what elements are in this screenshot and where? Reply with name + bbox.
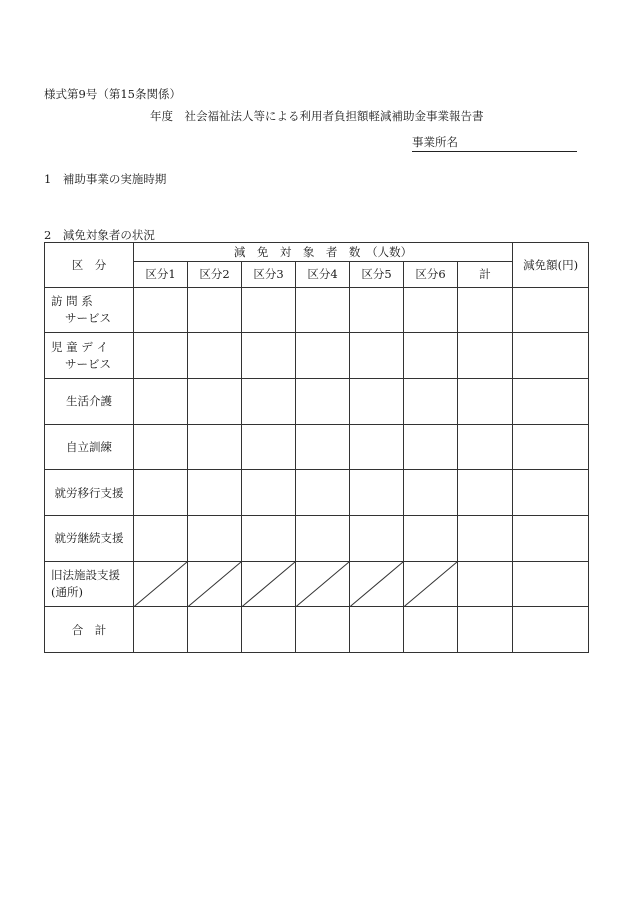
col-header: 区分5 bbox=[350, 262, 404, 287]
data-cell[interactable] bbox=[404, 424, 458, 470]
data-cell[interactable] bbox=[458, 333, 513, 379]
data-cell[interactable] bbox=[188, 607, 242, 653]
data-cell[interactable] bbox=[296, 378, 350, 424]
section-2-heading: 2 減免対象者の状況 bbox=[44, 228, 155, 242]
data-cell[interactable] bbox=[134, 378, 188, 424]
header-category: 区 分 bbox=[45, 243, 134, 288]
data-cell[interactable] bbox=[513, 515, 589, 561]
data-cell[interactable] bbox=[350, 333, 404, 379]
data-cell[interactable] bbox=[350, 424, 404, 470]
data-cell[interactable] bbox=[188, 470, 242, 516]
data-cell[interactable] bbox=[134, 470, 188, 516]
row-label: 旧法施設支援 (通所) bbox=[45, 561, 134, 607]
data-cell[interactable] bbox=[458, 607, 513, 653]
data-cell[interactable] bbox=[350, 287, 404, 333]
header-amount: 減免額(円) bbox=[513, 243, 589, 288]
data-cell[interactable] bbox=[513, 470, 589, 516]
data-cell[interactable] bbox=[350, 607, 404, 653]
data-cell[interactable] bbox=[134, 607, 188, 653]
header-group: 減 免 対 象 者 数 （人数） bbox=[134, 243, 513, 262]
data-cell[interactable] bbox=[242, 333, 296, 379]
data-cell[interactable] bbox=[296, 424, 350, 470]
section-1-heading: 1 補助事業の実施時期 bbox=[44, 172, 167, 186]
row-label: 訪 問 系 サービス bbox=[45, 287, 134, 333]
data-cell[interactable] bbox=[458, 470, 513, 516]
data-cell[interactable] bbox=[513, 287, 589, 333]
data-cell[interactable] bbox=[242, 424, 296, 470]
data-cell[interactable] bbox=[242, 287, 296, 333]
row-label: 自立訓練 bbox=[45, 424, 134, 470]
data-cell[interactable] bbox=[188, 378, 242, 424]
col-header: 区分1 bbox=[134, 262, 188, 287]
row-label: 就労継続支援 bbox=[45, 515, 134, 561]
row-label: 児 童 デ イ サービス bbox=[45, 333, 134, 379]
not-applicable-cell bbox=[404, 561, 458, 607]
data-cell[interactable] bbox=[458, 515, 513, 561]
data-cell[interactable] bbox=[513, 424, 589, 470]
data-cell[interactable] bbox=[404, 333, 458, 379]
data-cell[interactable] bbox=[188, 424, 242, 470]
data-cell[interactable] bbox=[350, 470, 404, 516]
row-label: 就労移行支援 bbox=[45, 470, 134, 516]
table-row bbox=[45, 515, 589, 561]
report-title: 年度 社会福祉法人等による利用者負担額軽減補助金事業報告書 bbox=[150, 109, 484, 123]
data-cell[interactable] bbox=[404, 607, 458, 653]
not-applicable-cell bbox=[188, 561, 242, 607]
data-cell[interactable] bbox=[513, 607, 589, 653]
office-name-field: 事業所名 bbox=[412, 134, 577, 152]
data-cell[interactable] bbox=[296, 287, 350, 333]
not-applicable-cell bbox=[296, 561, 350, 607]
data-cell[interactable] bbox=[188, 287, 242, 333]
col-header: 計 bbox=[458, 262, 513, 287]
data-cell[interactable] bbox=[296, 607, 350, 653]
data-cell[interactable] bbox=[404, 378, 458, 424]
data-cell[interactable] bbox=[513, 333, 589, 379]
data-cell[interactable] bbox=[513, 561, 589, 607]
data-cell[interactable] bbox=[350, 378, 404, 424]
data-cell[interactable] bbox=[242, 470, 296, 516]
data-cell[interactable] bbox=[296, 515, 350, 561]
col-header: 区分4 bbox=[296, 262, 350, 287]
not-applicable-cell bbox=[134, 561, 188, 607]
table-row bbox=[45, 561, 589, 607]
col-header: 区分3 bbox=[242, 262, 296, 287]
data-cell[interactable] bbox=[404, 515, 458, 561]
table-row bbox=[45, 333, 589, 379]
not-applicable-cell bbox=[350, 561, 404, 607]
data-cell[interactable] bbox=[513, 378, 589, 424]
data-cell[interactable] bbox=[134, 287, 188, 333]
data-cell[interactable] bbox=[458, 561, 513, 607]
reduction-table bbox=[44, 242, 589, 653]
data-cell[interactable] bbox=[404, 287, 458, 333]
data-cell[interactable] bbox=[242, 607, 296, 653]
col-header: 区分6 bbox=[404, 262, 458, 287]
col-header: 区分2 bbox=[188, 262, 242, 287]
table-row bbox=[45, 424, 589, 470]
data-cell[interactable] bbox=[458, 287, 513, 333]
table-row bbox=[45, 470, 589, 516]
not-applicable-cell bbox=[242, 561, 296, 607]
data-cell[interactable] bbox=[242, 515, 296, 561]
total-row bbox=[45, 607, 589, 653]
data-cell[interactable] bbox=[404, 470, 458, 516]
data-cell[interactable] bbox=[134, 515, 188, 561]
data-cell[interactable] bbox=[296, 470, 350, 516]
data-cell[interactable] bbox=[134, 424, 188, 470]
data-cell[interactable] bbox=[296, 333, 350, 379]
data-cell[interactable] bbox=[188, 515, 242, 561]
data-cell[interactable] bbox=[188, 333, 242, 379]
table-row bbox=[45, 287, 589, 333]
row-label-total: 合 計 bbox=[45, 607, 134, 653]
data-cell[interactable] bbox=[458, 378, 513, 424]
row-label: 生活介護 bbox=[45, 378, 134, 424]
data-cell[interactable] bbox=[458, 424, 513, 470]
data-cell[interactable] bbox=[350, 515, 404, 561]
form-number: 様式第9号（第15条関係） bbox=[44, 87, 181, 101]
data-cell[interactable] bbox=[134, 333, 188, 379]
table-row bbox=[45, 378, 589, 424]
data-cell[interactable] bbox=[242, 378, 296, 424]
